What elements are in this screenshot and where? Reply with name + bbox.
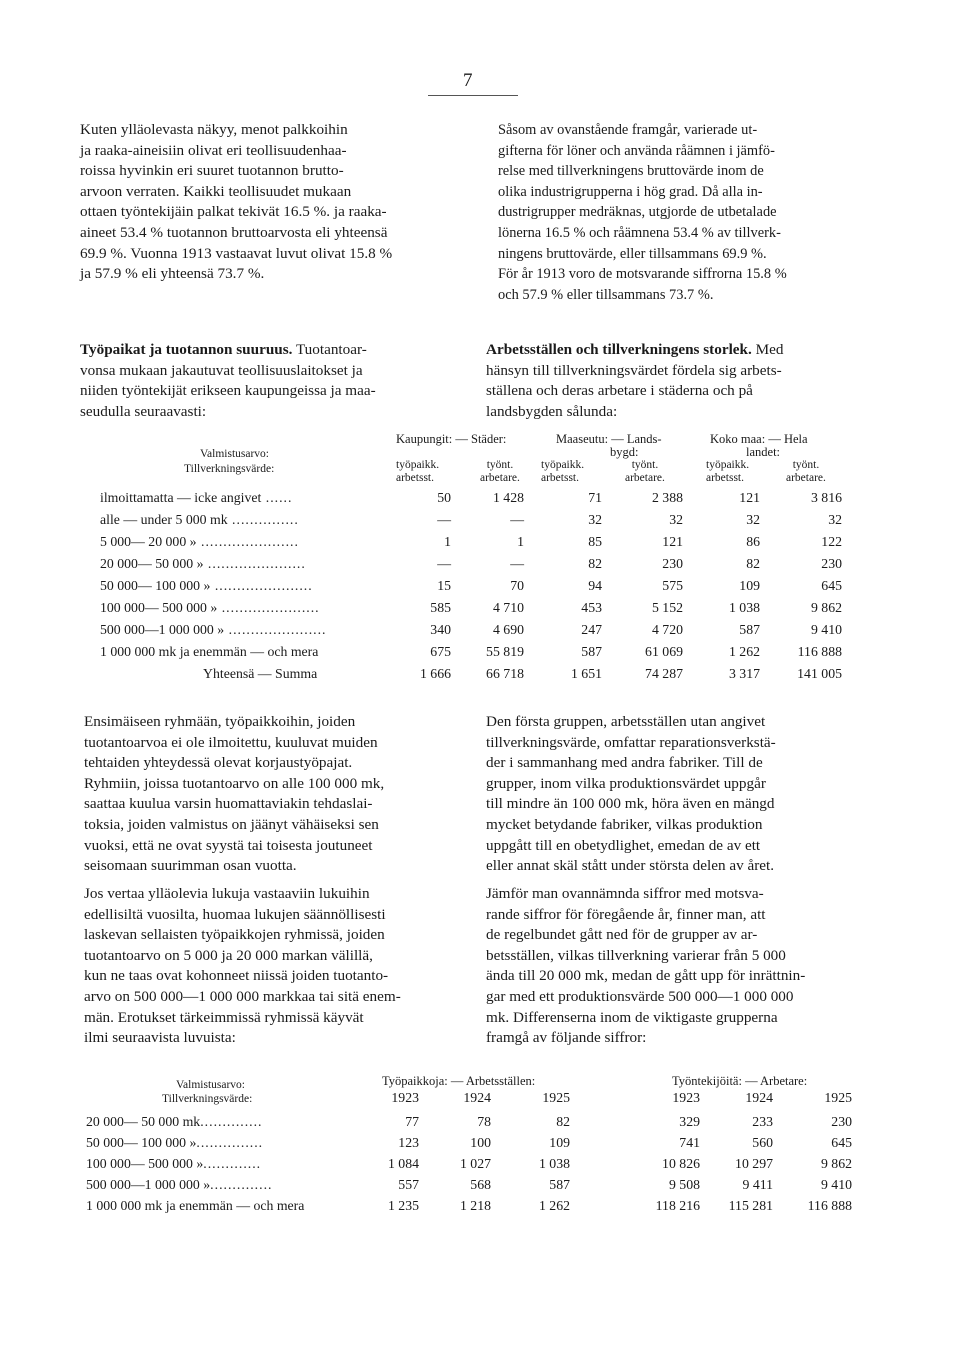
col-header: työnt. arbetare.	[480, 459, 520, 484]
text-line: seisomaan suurimman osan vuotta.	[84, 857, 297, 875]
table-cell: 247	[581, 622, 602, 637]
table-cell: 15	[437, 578, 451, 593]
table-cell: 66 718	[486, 666, 524, 681]
text-line: ningens bruttovärde, eller tillsammans 69.9 %.	[498, 245, 767, 262]
table-cell: 61 069	[645, 644, 683, 659]
table-cell: 121	[662, 534, 683, 549]
right-intro-paragraph	[498, 120, 862, 305]
row-label: 100 000— 500 000 » ......................	[100, 600, 320, 615]
text-line: de regelbundet gått ned för de grupper av ar-	[486, 926, 758, 944]
table2-header-tillverkningsvarde: Tillverkningsvärde:	[162, 1093, 253, 1105]
page-number-rule	[428, 95, 518, 96]
left-heading-line: Tuotantoar-	[292, 341, 367, 358]
table-cell: 121	[739, 490, 760, 505]
row-label: 50 000— 100 000 » ......................	[100, 578, 313, 593]
table-cell: 4 690	[492, 622, 524, 637]
table-row	[100, 532, 860, 552]
year-header: 1923	[672, 1090, 700, 1105]
year-header-row	[86, 1090, 876, 1110]
group-header-country: Koko maa: — Hela	[710, 432, 808, 446]
table-row	[86, 1133, 876, 1153]
year-header: 1924	[745, 1090, 773, 1105]
table-cell: 1 038	[538, 1156, 570, 1171]
table-cell: 70	[510, 578, 524, 593]
text-line: gifterna för löner och använda råämnen i jämfö-	[498, 142, 775, 159]
right-heading-line: landsbygden sålunda:	[486, 402, 618, 420]
table-cell: 74 287	[645, 666, 683, 681]
text-line: tillverkningsvärde, omfattar reparationsverkstä-	[486, 733, 776, 751]
text-line: och 57.9 % eller tillsammans 73.7 %.	[498, 286, 714, 303]
table-cell: 78	[477, 1114, 491, 1129]
table-cell: 82	[556, 1114, 570, 1129]
table-cell: 1	[444, 534, 451, 549]
year-header: 1925	[542, 1090, 570, 1105]
left-mid-paragraph-2	[84, 884, 464, 1049]
table-row	[86, 1196, 876, 1216]
text-line: tehtaiden yhteydessä olevat korjaustyöpajat.	[84, 754, 353, 772]
row-label: 500 000—1 000 000 » ......................	[100, 622, 327, 637]
group-header-rural-cont: bygd:	[610, 445, 639, 459]
row-label: 20 000— 50 000 » ......................	[100, 556, 306, 571]
col-header: työnt. arbetare.	[625, 459, 665, 484]
left-heading-paragraph	[80, 340, 460, 422]
group-header-rural: Maaseutu: — Lands-	[556, 432, 662, 446]
table-row	[100, 488, 860, 508]
left-heading-line: niiden työntekijät erikseen kaupungeissa ja maa-	[80, 382, 376, 400]
table-row	[100, 554, 860, 574]
text-line: edellisiltä vuosilta, huomaa lukujen säännöllisesti	[84, 905, 386, 923]
table-cell: 100	[470, 1135, 491, 1150]
table-production-size	[100, 430, 860, 681]
table-row	[86, 1175, 876, 1195]
row-label: 20 000— 50 000 mk..............	[86, 1114, 263, 1129]
left-intro-paragraph	[80, 120, 460, 285]
table-cell: 1 262	[728, 644, 760, 659]
table-cell: 557	[398, 1177, 419, 1192]
table-cell: 1 038	[728, 600, 760, 615]
text-line: arvo on 500 000—1 000 000 markkaa tai sitä enem-	[84, 987, 401, 1005]
row-label: 5 000— 20 000 » ......................	[100, 534, 299, 549]
table-row	[100, 664, 860, 684]
text-line: ja raaka-aineisiin olivat eri teollisuudenhaa-	[80, 141, 347, 159]
leader-dots: ......................	[210, 578, 313, 593]
table-cell: 82	[588, 556, 602, 571]
table-cell: 1 027	[459, 1156, 491, 1171]
text-line: För år 1913 voro de motsvarande siffrorna 15.8 %	[498, 266, 787, 283]
table-cell: 3 317	[728, 666, 760, 681]
group-header-workers: Työntekijöitä: — Arbetare:	[672, 1074, 808, 1088]
table2-header-valmistusarvo: Valmistusarvo:	[176, 1079, 245, 1091]
leader-dots: ......................	[203, 556, 306, 571]
leader-dots: ..............	[200, 1114, 263, 1129]
row-label: alle — under 5 000 mk ...............	[100, 512, 299, 527]
text-line: gar med ett produktionsvärde 500 000—1 000 000	[486, 987, 794, 1005]
table-cell: 453	[581, 600, 602, 615]
table-cell: 585	[430, 600, 451, 615]
table-cell: 340	[430, 622, 451, 637]
text-line: betsställen, vilkas tillverkning varierar från 5 000	[486, 946, 786, 964]
right-section-heading: Arbetsställen och tillverkningens storlek.	[486, 341, 752, 358]
leader-dots: ......................	[224, 622, 327, 637]
table-cell: —	[437, 556, 451, 571]
text-line: Den första gruppen, arbetsställen utan angivet	[486, 713, 766, 730]
text-line: tuotantoarvoa ei ole ilmoitettu, kuuluvat muiden	[84, 733, 378, 751]
text-line: lönerna 16.5 % och råämnena 53.4 % av tillverk-	[498, 224, 781, 241]
table-cell: 329	[679, 1114, 700, 1129]
table-cell: 32	[746, 512, 760, 527]
text-line: män. Erotukset tärkeimmissä ryhmissä käyvät	[84, 1008, 364, 1026]
leader-dots: ..............	[210, 1177, 273, 1192]
col-header: työpaikk. arbetsst.	[541, 459, 585, 484]
text-line: mk. Differenserna inom de viktigaste grupperna	[486, 1008, 778, 1026]
table-cell: 116 888	[797, 644, 842, 659]
table-cell: 9 862	[810, 600, 842, 615]
table-cell: 4 710	[492, 600, 524, 615]
row-label: 500 000—1 000 000 »..............	[86, 1177, 273, 1192]
table-cell: 122	[821, 534, 842, 549]
text-line: ja 57.9 % eli yhteensä 73.7 %.	[80, 265, 265, 283]
table-cell: 1 084	[387, 1156, 419, 1171]
table-cell: 9 410	[810, 622, 842, 637]
leader-dots: ......	[261, 490, 293, 505]
table-cell: 109	[739, 578, 760, 593]
text-line: Ensimäiseen ryhmään, työpaikkoihin, joiden	[84, 713, 356, 730]
text-line: relse med tillverkningens bruttovärde inom de	[498, 163, 764, 180]
left-heading-line: vonsa mukaan jakautuvat teollisuuslaitokset ja	[80, 361, 363, 379]
row-label: 50 000— 100 000 »...............	[86, 1135, 264, 1150]
text-line: der i sammanhang med andra fabriker. Till de	[486, 754, 763, 772]
text-line: Kuten ylläolevasta näkyy, menot palkkoihin	[80, 121, 348, 138]
table-cell: 118 216	[655, 1198, 700, 1213]
right-mid-paragraph-1	[486, 712, 866, 877]
text-line: Jos vertaa ylläolevia lukuja vastaaviin lukuihin	[84, 885, 370, 902]
text-line: ilmi seuraavista luvuista:	[84, 1029, 236, 1047]
table-row	[100, 642, 860, 662]
table-row	[86, 1112, 876, 1132]
right-heading-line: hänsyn till tillverkningsvärdet fördela sig arbets-	[486, 361, 782, 379]
table-cell: 587	[549, 1177, 570, 1192]
table-cell: 10 826	[662, 1156, 700, 1171]
table-cell: 86	[746, 534, 760, 549]
text-line: framgå av följande siffror:	[486, 1029, 647, 1047]
table-cell: 587	[739, 622, 760, 637]
table-cell: 94	[588, 578, 602, 593]
table-cell: 32	[588, 512, 602, 527]
table-cell: 230	[821, 556, 842, 571]
table-cell: 230	[662, 556, 683, 571]
table-cell: 109	[549, 1135, 570, 1150]
leader-dots: ......................	[217, 600, 320, 615]
table-cell: 71	[588, 490, 602, 505]
group-header-workplaces: Työpaikkoja: — Arbetsställen:	[382, 1074, 536, 1088]
table-cell: 230	[831, 1114, 852, 1129]
table-cell: 233	[752, 1114, 773, 1129]
table-cell: 1 428	[492, 490, 524, 505]
right-heading-line: ställena och deras arbetare i städerna och på	[486, 382, 753, 400]
left-mid-paragraph-1	[84, 712, 464, 877]
table-group-differences	[86, 1065, 876, 1215]
table-cell: 10 297	[735, 1156, 773, 1171]
text-line: saattaa kuulua varsin huomattaviakin tehdaslai-	[84, 795, 373, 813]
text-line: aineet 53.4 % tuotannon bruttoarvosta eli yhteensä	[80, 223, 388, 241]
group-header-country-cont: landet:	[746, 445, 781, 459]
row-label: 1 000 000 mk ja enemmän — och mera	[86, 1198, 305, 1213]
row-label: 1 000 000 mk ja enemmän — och mera	[100, 644, 319, 659]
table-cell: 115 281	[728, 1198, 773, 1213]
table-cell: 645	[821, 578, 842, 593]
table-cell: 1	[517, 534, 524, 549]
table-cell: —	[510, 512, 524, 527]
table-cell: 82	[746, 556, 760, 571]
table-row	[100, 598, 860, 618]
table-cell: 32	[828, 512, 842, 527]
year-header: 1924	[463, 1090, 491, 1105]
table-cell: 32	[669, 512, 683, 527]
table-cell: 116 888	[807, 1198, 852, 1213]
row-label: ilmoittamatta — icke angivet ......	[100, 490, 293, 505]
table-cell: 1 666	[419, 666, 451, 681]
table-cell: 3 816	[810, 490, 842, 505]
table-cell: 645	[831, 1135, 852, 1150]
year-header: 1923	[391, 1090, 419, 1105]
table-row	[100, 510, 860, 530]
table-cell: 123	[398, 1135, 419, 1150]
row-label: 100 000— 500 000 ».............	[86, 1156, 262, 1171]
table-cell: 587	[581, 644, 602, 659]
table-row	[86, 1154, 876, 1174]
leader-dots: ...............	[196, 1135, 264, 1150]
table-header-valmistusarvo: Valmistusarvo:	[200, 448, 269, 460]
text-line: mycket betydande fabriker, vilkas produktion	[486, 815, 763, 833]
table-cell: —	[510, 556, 524, 571]
text-line: tuotantoarvo on 5 000 ja 20 000 markan välillä,	[84, 946, 373, 964]
leader-dots: .............	[203, 1156, 262, 1171]
table-cell: 5 152	[651, 600, 683, 615]
table-cell: 141 005	[797, 666, 842, 681]
row-label: Yhteensä — Summa	[203, 666, 318, 681]
text-line: Ryhmiin, joissa tuotantoarvo on alle 100 000 mk,	[84, 774, 385, 792]
text-line: Såsom av ovanstående framgår, varierade ut-	[498, 122, 758, 138]
text-line: uppgått till en obetydlighet, emedan de av ett	[486, 836, 761, 854]
table-cell: 1 262	[538, 1198, 570, 1213]
table-cell: 50	[437, 490, 451, 505]
right-mid-paragraph-2	[486, 884, 866, 1049]
right-heading-line: Med	[751, 341, 784, 358]
table-cell: 675	[430, 644, 451, 659]
text-line: laskevan sellaisten työpaikkojen ryhmissä, joiden	[84, 926, 385, 944]
table-cell: 575	[662, 578, 683, 593]
table-cell: 9 508	[668, 1177, 700, 1192]
table-header-tillverkningsvarde: Tillverkningsvärde:	[184, 463, 275, 475]
text-line: roissa hyvinkin eri suuret tuotannon brutto-	[80, 162, 344, 180]
leader-dots: ...............	[227, 512, 299, 527]
text-line: ända till 20 000 mk, medan de gått upp för inrättnin-	[486, 967, 806, 985]
table-cell: 741	[679, 1135, 700, 1150]
right-heading-paragraph	[486, 340, 864, 422]
col-header: työnt. arbetare.	[786, 459, 826, 484]
text-line: grupper, inom vilka produktionsvärdet uppgår	[486, 774, 766, 792]
col-header: työpaikk. arbetsst.	[706, 459, 750, 484]
table-cell: 85	[588, 534, 602, 549]
table-cell: 1 235	[387, 1198, 419, 1213]
table-cell: 568	[470, 1177, 491, 1192]
table-cell: 2 388	[651, 490, 683, 505]
col-header: työpaikk. arbetsst.	[396, 459, 440, 484]
text-line: till mindre än 100 000 mk, höra även en mängd	[486, 795, 775, 813]
text-line: dustrigrupper medräknas, utgjorde de utbetalade	[498, 204, 777, 221]
table-cell: —	[437, 512, 451, 527]
text-line: rande siffror för föregående år, finner man, att	[486, 905, 766, 923]
text-line: arvoon verraten. Kaikki teollisuudet mukaan	[80, 182, 352, 200]
table-row	[100, 576, 860, 596]
left-section-heading: Työpaikat ja tuotannon suuruus.	[80, 341, 293, 358]
table-cell: 55 819	[486, 644, 524, 659]
text-line: kun ne taas ovat kohonneet niissä joiden tuotanto-	[84, 967, 389, 985]
text-line: vuoksi, että ne ovat syystä tai toisesta joutuneet	[84, 836, 373, 854]
table-cell: 1 218	[459, 1198, 491, 1213]
group-header-cities: Kaupungit: — Städer:	[396, 432, 507, 446]
table-row	[100, 620, 860, 640]
table-cell: 560	[752, 1135, 773, 1150]
table-cell: 1 651	[570, 666, 602, 681]
table-cell: 4 720	[651, 622, 683, 637]
leader-dots: ......................	[196, 534, 299, 549]
left-heading-line: seudulla seuraavasti:	[80, 402, 207, 420]
text-line: olika industrigrupperna i hög grad. Då alla in-	[498, 183, 763, 200]
page-number: 7	[463, 70, 473, 91]
year-header: 1925	[824, 1090, 852, 1105]
text-line: Jämför man ovannämnda siffror med motsva-	[486, 885, 764, 902]
text-line: 69.9 %. Vuonna 1913 vastaavat luvut olivat 15.8 %	[80, 244, 393, 262]
table-cell: 9 862	[820, 1156, 852, 1171]
text-line: ottaen työntekijäin palkat tekivät 16.5 %. ja raaka-	[80, 203, 387, 221]
table-cell: 9 410	[820, 1177, 852, 1192]
text-line: eller annat skäl stått under största delen av året.	[486, 857, 775, 875]
text-line: toksia, joiden valmistus on jäänyt vähäiseksi sen	[84, 815, 379, 833]
table-cell: 77	[405, 1114, 419, 1129]
table-cell: 9 411	[742, 1177, 773, 1192]
